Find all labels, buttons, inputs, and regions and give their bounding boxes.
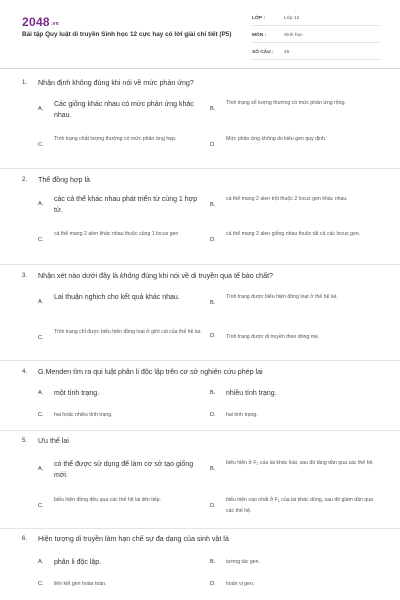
meta-class-row (252, 13, 380, 26)
option-text: Tính trạng chỉ được biểu hiện đồng loạt ở giới cái của thế hệ lai. (54, 329, 202, 335)
question-header (0, 435, 400, 451)
question-text: Ưu thế lai (38, 437, 69, 445)
question-text: G.Menden tìm ra qui luật phân li độc lập trên cơ sở nghiên cứu phép lai (38, 368, 263, 376)
option-letter: B. (210, 202, 216, 208)
option-letter: C. (38, 237, 44, 243)
meta-count-row (252, 47, 380, 60)
logo-text: 2048 (22, 15, 50, 29)
meta-label: LỚP : (252, 16, 266, 21)
question-header (0, 77, 400, 93)
option-letter: C. (38, 142, 44, 148)
question-divider (0, 430, 400, 431)
option-letter: D. (210, 142, 216, 148)
option-letter: D. (210, 333, 216, 339)
question-divider (0, 360, 400, 361)
option-text: hai hoặc nhiều tính trạng. (54, 412, 113, 418)
option-letter: A. (38, 299, 44, 305)
option-text: biểu hiện đồng đều qua các thế hệ lai liên tiếp. (54, 497, 162, 503)
question-header (0, 174, 400, 190)
option-text-part: biểu hiện ở F (226, 460, 257, 466)
worksheet-title: Bài tập Quy luật di truyền Sinh học 12 cực hay có lời giải chi tiết (P5) (22, 31, 232, 38)
option-text: hoán vị gen. (226, 581, 255, 587)
question-number: 6. (22, 536, 28, 542)
option-text: tương tác gen. (226, 559, 260, 565)
question-text: Hiện tượng di truyền làm hạn chế sự đa dạng của sinh vật là (38, 535, 229, 543)
option-text-part: biểu hiện cao nhất ở F (226, 497, 278, 503)
option-letter: B. (210, 390, 216, 396)
meta-label: SỐ CÂU : (252, 50, 274, 55)
question-6 (0, 533, 400, 587)
option-letter: A. (38, 106, 44, 112)
option-text: cá thể mang 2 alen trội thuộc 2 locus gen khác nhau. (226, 196, 348, 202)
question-text-emphasis: không (119, 272, 140, 280)
question-header (0, 270, 400, 286)
option-text: cá thể mang 2 alen khác nhau thuộc cùng 1 locus gen (54, 231, 179, 237)
question-text: Nhận định không đúng khi nói về mức phản ứng? (38, 79, 194, 87)
question-text (38, 272, 273, 280)
option-text-part: của lai khác loài, sau đó tăng dần qua các thế hệ. (258, 460, 374, 466)
question-3 (0, 270, 400, 341)
subscript: 1 (256, 462, 259, 466)
option-text: cá thể mang 2 alen giống nhau thuộc tất cả các locus gen. (226, 231, 361, 237)
option-text: Tính trạng số lượng thường có mức phản ứng rộng. (226, 100, 346, 106)
option-text: Lai thuận nghịch cho kết quả khác nhau. (54, 294, 180, 301)
option-letter: A. (38, 390, 44, 396)
option-text: nhiều tính trạng. (226, 390, 277, 397)
option-letter: C. (38, 335, 44, 341)
meta-value: Lớp 12 (284, 16, 300, 21)
option-letter: C. (38, 412, 44, 418)
site-logo[interactable] (22, 15, 59, 29)
question-divider (0, 168, 400, 169)
option-letter: C. (38, 503, 44, 509)
question-text-part: Nhận xét nào dưới đây là (38, 272, 120, 280)
question-number: 5. (22, 438, 28, 444)
option-letter: B. (210, 300, 216, 306)
question-2 (0, 174, 400, 243)
option-text: liên kết gen hoàn toàn. (54, 581, 107, 587)
meta-label: MÔN : (252, 33, 267, 38)
option-text: một tính trạng. (54, 390, 100, 397)
meta-value: 45 (284, 50, 290, 55)
option-text-part: của lai khác dòng, sau đó giảm dần qua các thế hệ. (226, 497, 373, 514)
question-text: Thể đồng hợp là (38, 176, 90, 184)
option-text (226, 459, 378, 470)
question-number: 2. (22, 177, 28, 183)
meta-value: Sinh học (284, 33, 303, 38)
question-5 (0, 435, 400, 514)
option-letter: B. (210, 466, 216, 472)
option-text: Tính trạng chất lượng thường có mức phản ứng hẹp. (54, 136, 177, 142)
option-letter: B. (210, 559, 216, 565)
question-1 (0, 77, 400, 148)
option-letter: D. (210, 237, 216, 243)
option-text: phân li độc lập. (54, 559, 102, 566)
worksheet-header (0, 0, 400, 69)
question-divider (0, 264, 400, 265)
question-text-part: đúng khi nói về di truyền qua tế bào chất? (139, 272, 273, 280)
option-text: các cá thể khác nhau phát triển từ cùng 1 hợp tử. (54, 196, 198, 214)
option-text (226, 496, 378, 516)
meta-subject-row (252, 30, 380, 43)
question-number: 1. (22, 80, 28, 86)
option-text: Mức phản ứng không do kiểu gen quy định. (226, 136, 327, 142)
option-letter: D. (210, 581, 216, 587)
question-4 (0, 366, 400, 418)
question-divider (0, 528, 400, 529)
option-text: Tính trạng được biểu hiện đồng loạt ở thế hệ lai. (226, 294, 338, 300)
question-header (0, 533, 400, 549)
option-letter: C. (38, 581, 44, 587)
subscript: 1 (277, 499, 280, 503)
option-letter: A. (38, 559, 44, 565)
option-letter: B. (210, 106, 216, 112)
question-header (0, 366, 400, 382)
logo-suffix: .vn (50, 21, 60, 27)
option-text: Các giống khác nhau có mức phản ứng khác nhau. (54, 101, 194, 119)
option-letter: D. (210, 412, 216, 418)
option-text: hai tính trạng. (226, 412, 258, 418)
option-text: Tính trạng được di truyền theo dòng mẹ. (226, 334, 320, 340)
option-letter: A. (38, 201, 44, 207)
option-text: có thể được sử dụng để làm cơ sở tạo giống mới. (54, 461, 194, 479)
question-number: 3. (22, 273, 28, 279)
option-letter: D. (210, 503, 216, 509)
question-number: 4. (22, 369, 28, 375)
option-letter: A. (38, 466, 44, 472)
worksheet-meta (252, 13, 380, 64)
